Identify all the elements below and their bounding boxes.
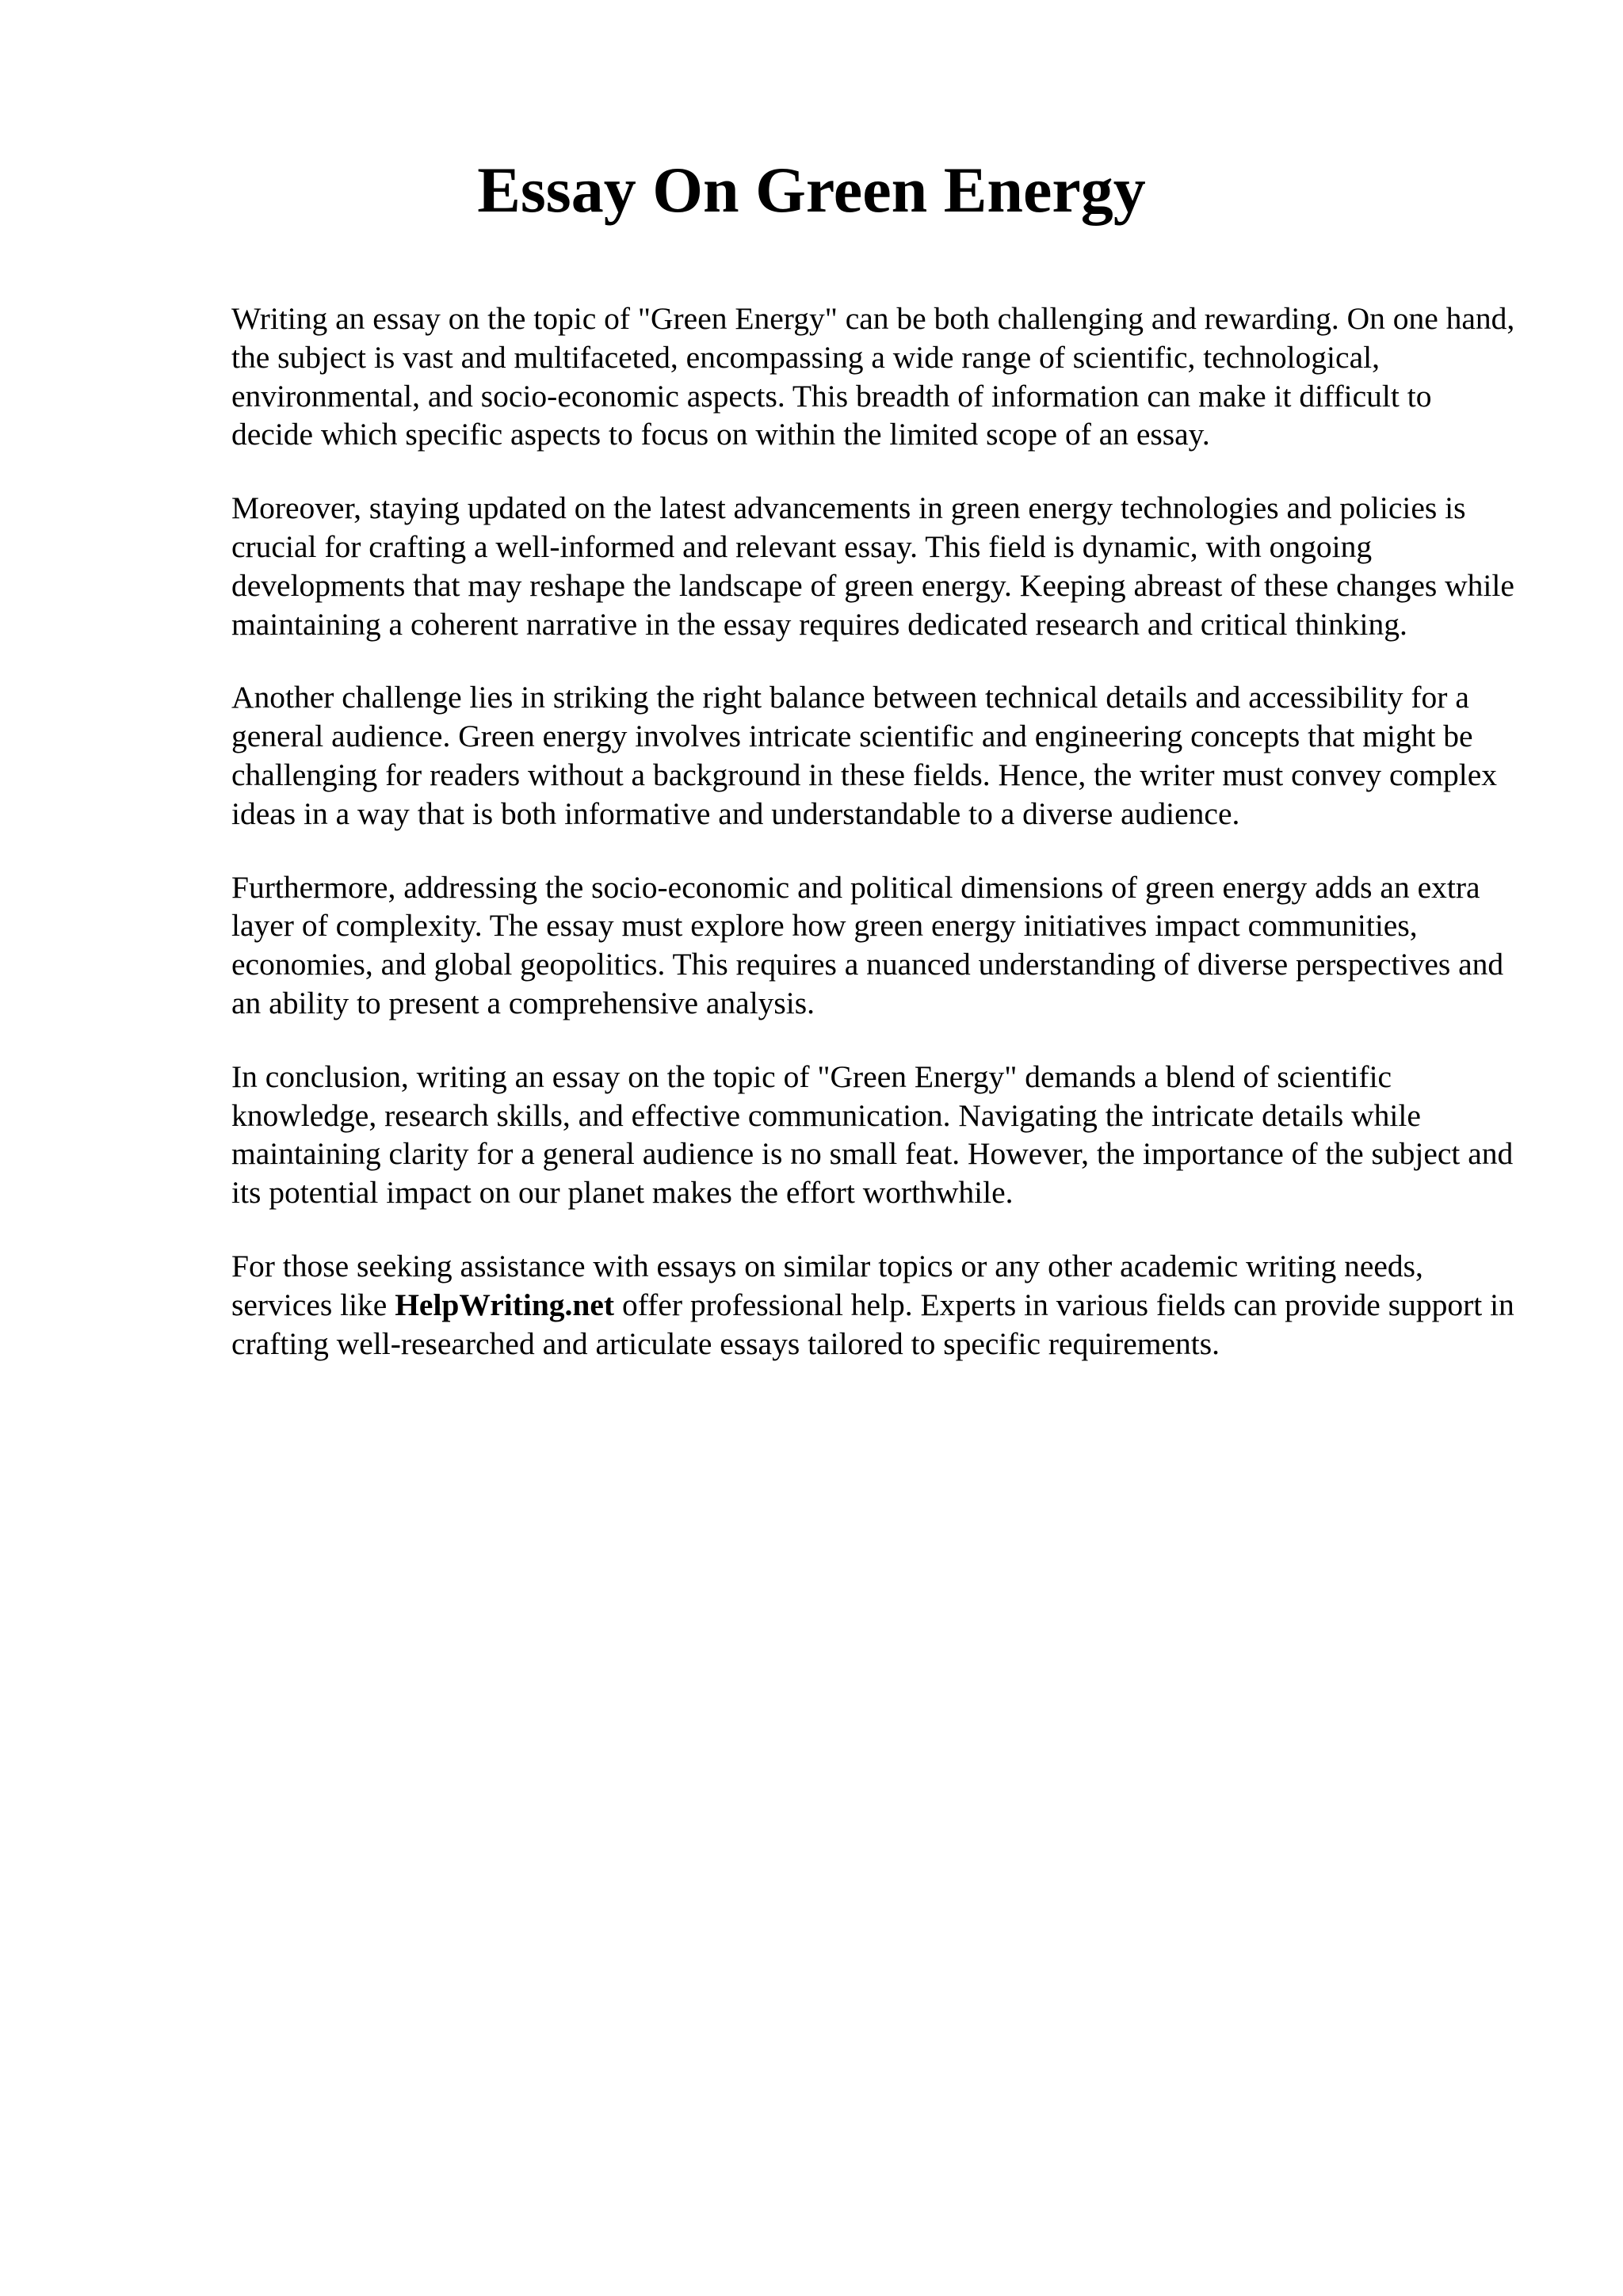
essay-body	[231, 299, 1515, 1398]
paragraph-5: In conclusion, writing an essay on the topic of "Green Energy" demands a blend of scientific knowledge, research skills, and effective communication. Navigating the intricate details while maintaining clarity for a general audience is no small feat. However, the importance of the subject and its potential impact on our planet makes the effort worthwhile.	[231, 1058, 1514, 1211]
paragraph-3: Another challenge lies in striking the right balance between technical details and accessibility for a general audience. Green energy involves intricate scientific and engineering concepts that might be challenging for readers without a background in these fields. Hence, the writer must convey complex ideas in a way that is both informative and understandable to a diverse audience.	[231, 680, 1498, 831]
paragraph-2: Moreover, staying updated on the latest advancements in green energy technologies and policies is crucial for crafting a well-informed and relevant essay. This field is dynamic, with ongoing developments that may reshape the landscape of green energy. Keeping abreast of these changes while maintaining a coherent narrative in the essay requires dedicated research and critical thinking.	[231, 490, 1514, 642]
page-title: Essay On Green Energy	[477, 154, 1146, 226]
closing-text-after: offer professional help. Experts in various fields can provide support in crafting well-researched and articulate essays tailored to specific requirements.	[231, 1287, 1514, 1361]
paragraph-closing	[231, 1247, 1515, 1363]
closing-text-before: For those seeking assistance with essays on similar topics or any other academic writing needs, services like	[231, 1248, 1423, 1322]
paragraph-1: Writing an essay on the topic of "Green Energy" can be both challenging and rewarding. On one hand, the subject is vast and multifaceted, encompassing a wide range of scientific, technological, environmental, and socio-economic aspects. This breadth of information can make it difficult to decide which specific aspects to focus on within the limited scope of an essay.	[231, 301, 1515, 452]
paragraph-4: Furthermore, addressing the socio-economic and political dimensions of green energy adds an extra layer of complexity. The essay must explore how green energy initiatives impact communities, economies, and global geopolitics. This requires a nuanced understanding of diverse perspectives and an ability to present a comprehensive analysis.	[231, 869, 1504, 1020]
brand-link-text: HelpWriting.net	[395, 1287, 615, 1322]
